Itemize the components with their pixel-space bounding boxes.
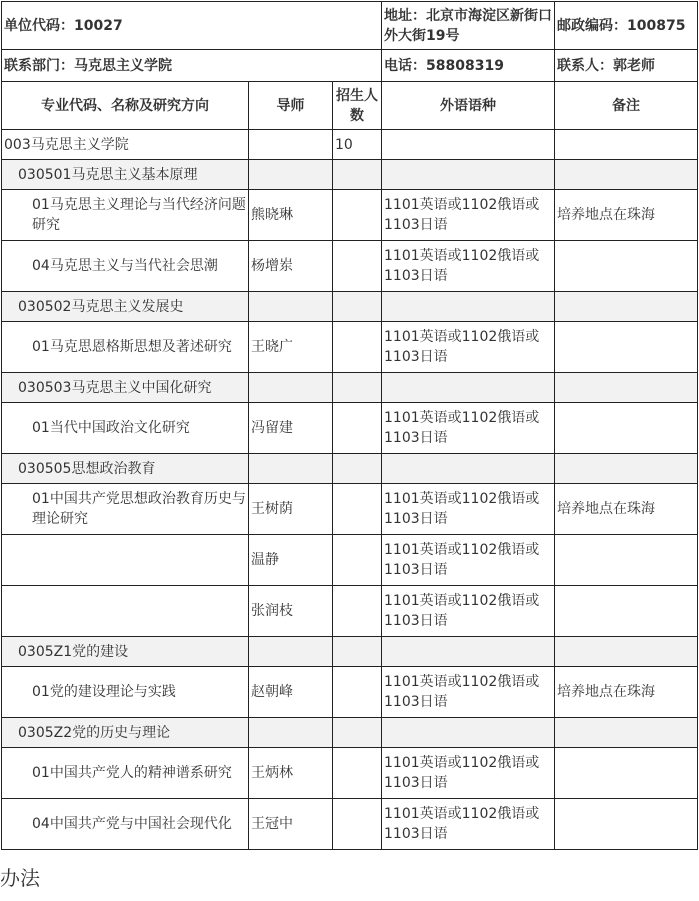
major-cell: 030502马克思主义发展史 — [2, 292, 249, 322]
advisor-cell: 王冠中 — [249, 799, 333, 850]
enroll-cell — [333, 373, 382, 403]
advisor-cell — [249, 160, 333, 190]
col-advisor: 导师 — [249, 82, 333, 130]
col-language: 外语语种 — [382, 82, 555, 130]
table-row — [2, 799, 698, 850]
major-cell: 01中国共产党人的精神谱系研究 — [2, 748, 249, 799]
enroll-cell — [333, 586, 382, 637]
language-cell — [382, 292, 555, 322]
table-row — [2, 748, 698, 799]
enroll-cell — [333, 322, 382, 373]
table-row — [2, 322, 698, 373]
col-note: 备注 — [555, 82, 698, 130]
advisor-cell: 王晓广 — [249, 322, 333, 373]
major-cell — [2, 535, 249, 586]
major-cell: 01当代中国政治文化研究 — [2, 403, 249, 454]
contact-person: 联系人：郭老师 — [555, 50, 698, 82]
major-cell: 04中国共产党与中国社会现代化 — [2, 799, 249, 850]
language-cell: 1101英语或1102俄语或1103日语 — [382, 322, 555, 373]
language-cell: 1101英语或1102俄语或1103日语 — [382, 403, 555, 454]
enroll-cell — [333, 718, 382, 748]
note-cell — [555, 454, 698, 484]
language-cell: 1101英语或1102俄语或1103日语 — [382, 241, 555, 292]
language-cell: 1101英语或1102俄语或1103日语 — [382, 484, 555, 535]
enroll-cell — [333, 241, 382, 292]
major-cell: 003马克思主义学院 — [2, 130, 249, 160]
enroll-cell — [333, 160, 382, 190]
postcode: 邮政编码：100875 — [555, 2, 698, 50]
address: 地址：北京市海淀区新街口外大街19号 — [382, 2, 555, 50]
table-row — [2, 373, 698, 403]
note-cell — [555, 160, 698, 190]
enroll-cell — [333, 292, 382, 322]
enroll-cell — [333, 637, 382, 667]
table-row — [2, 586, 698, 637]
language-cell: 1101英语或1102俄语或1103日语 — [382, 586, 555, 637]
admissions-table — [1, 1, 698, 850]
language-cell — [382, 454, 555, 484]
advisor-cell — [249, 637, 333, 667]
note-cell — [555, 637, 698, 667]
advisor-cell: 温静 — [249, 535, 333, 586]
note-cell — [555, 292, 698, 322]
note-cell: 培养地点在珠海 — [555, 190, 698, 241]
table-row — [2, 241, 698, 292]
unit-code: 单位代码：10027 — [2, 2, 382, 50]
table-row — [2, 190, 698, 241]
table-row — [2, 718, 698, 748]
advisor-cell: 杨增岽 — [249, 241, 333, 292]
table-row — [2, 454, 698, 484]
enroll-cell — [333, 190, 382, 241]
major-cell: 0305Z1党的建设 — [2, 637, 249, 667]
enroll-cell — [333, 799, 382, 850]
language-cell — [382, 130, 555, 160]
language-cell: 1101英语或1102俄语或1103日语 — [382, 190, 555, 241]
table-row — [2, 535, 698, 586]
language-cell — [382, 160, 555, 190]
section-heading-fragment: 办法 — [0, 866, 40, 890]
table-row — [2, 484, 698, 535]
contact-department: 联系部门：马克思主义学院 — [2, 50, 382, 82]
col-enroll: 招生人数 — [333, 82, 382, 130]
language-cell: 1101英语或1102俄语或1103日语 — [382, 748, 555, 799]
table-row — [2, 403, 698, 454]
advisor-cell: 王树荫 — [249, 484, 333, 535]
table-row — [2, 667, 698, 718]
phone: 电话：58808319 — [382, 50, 555, 82]
enroll-cell — [333, 535, 382, 586]
note-cell — [555, 535, 698, 586]
major-cell: 01马克思主义理论与当代经济问题研究 — [2, 190, 249, 241]
note-cell: 培养地点在珠海 — [555, 484, 698, 535]
language-cell — [382, 373, 555, 403]
advisor-cell — [249, 454, 333, 484]
enroll-cell — [333, 484, 382, 535]
major-cell: 01中国共产党思想政治教育历史与理论研究 — [2, 484, 249, 535]
enroll-cell — [333, 454, 382, 484]
language-cell — [382, 718, 555, 748]
advisor-cell: 赵朝峰 — [249, 667, 333, 718]
enroll-cell: 10 — [333, 130, 382, 160]
advisor-cell: 熊晓琳 — [249, 190, 333, 241]
advisor-cell — [249, 373, 333, 403]
language-cell — [382, 637, 555, 667]
major-cell: 0305Z2党的历史与理论 — [2, 718, 249, 748]
note-cell — [555, 373, 698, 403]
advisor-cell: 冯留建 — [249, 403, 333, 454]
major-cell: 04马克思主义与当代社会思潮 — [2, 241, 249, 292]
advisor-cell — [249, 292, 333, 322]
major-cell: 01马克思恩格斯思想及著述研究 — [2, 322, 249, 373]
note-cell — [555, 322, 698, 373]
note-cell: 培养地点在珠海 — [555, 667, 698, 718]
note-cell — [555, 748, 698, 799]
language-cell: 1101英语或1102俄语或1103日语 — [382, 667, 555, 718]
note-cell — [555, 241, 698, 292]
major-cell: 01党的建设理论与实践 — [2, 667, 249, 718]
enroll-cell — [333, 667, 382, 718]
advisor-cell — [249, 130, 333, 160]
major-cell: 030503马克思主义中国化研究 — [2, 373, 249, 403]
col-major: 专业代码、名称及研究方向 — [2, 82, 249, 130]
note-cell — [555, 403, 698, 454]
note-cell — [555, 586, 698, 637]
table-row — [2, 130, 698, 160]
advisor-cell — [249, 718, 333, 748]
note-cell — [555, 130, 698, 160]
table-row — [2, 292, 698, 322]
note-cell — [555, 799, 698, 850]
major-cell: 030505思想政治教育 — [2, 454, 249, 484]
advisor-cell: 王炳林 — [249, 748, 333, 799]
table-row — [2, 160, 698, 190]
enroll-cell — [333, 748, 382, 799]
note-cell — [555, 718, 698, 748]
table-row — [2, 637, 698, 667]
advisor-cell: 张润枝 — [249, 586, 333, 637]
major-cell: 030501马克思主义基本原理 — [2, 160, 249, 190]
enroll-cell — [333, 403, 382, 454]
major-cell — [2, 586, 249, 637]
language-cell: 1101英语或1102俄语或1103日语 — [382, 535, 555, 586]
language-cell: 1101英语或1102俄语或1103日语 — [382, 799, 555, 850]
